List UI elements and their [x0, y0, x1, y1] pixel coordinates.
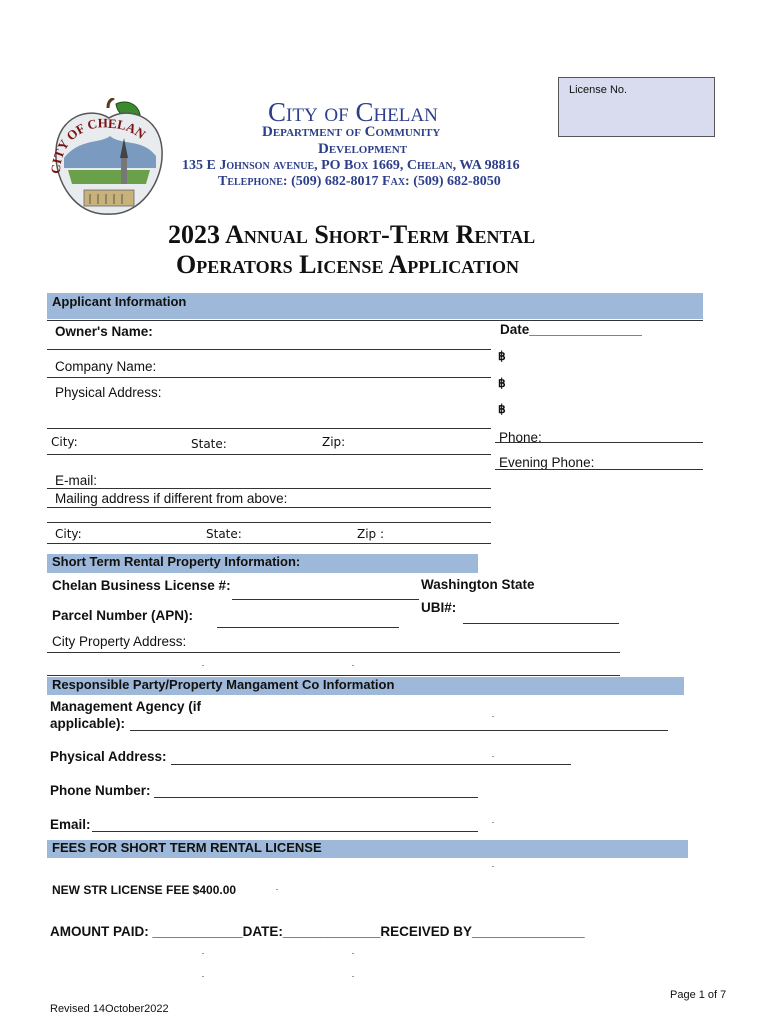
email-field[interactable]: [47, 488, 491, 489]
license-number-label: License No.: [569, 84, 628, 96]
department-line-2: Development: [318, 141, 408, 157]
ubi-label: UBI#:: [421, 600, 457, 615]
email-label: E-mail:: [55, 473, 98, 488]
title-line-2: Operators License Application: [176, 250, 519, 279]
responsible-heading: Responsible Party/Property Mangament Co Information: [52, 677, 395, 692]
parcel-number-label: Parcel Number (APN):: [52, 608, 194, 623]
resp-physical-address-label: Physical Address:: [50, 749, 167, 764]
logo-text: ITY OF CHELAN: [50, 115, 149, 166]
owner-name-label: Owner's Name:: [55, 324, 153, 339]
amount-paid-line[interactable]: AMOUNT PAID: ____________DATE:_____________RECEIVED BY_______________: [50, 924, 585, 939]
business-license-field[interactable]: [232, 599, 419, 600]
phone-number-field[interactable]: [154, 797, 478, 798]
date-label: Date_______________: [500, 322, 642, 337]
mailing-zip-label: Zip :: [357, 527, 385, 541]
city-state-zip-field[interactable]: [47, 454, 491, 455]
parcel-number-field[interactable]: [217, 627, 399, 628]
city-property-address-field[interactable]: [47, 652, 620, 653]
apple-seal-icon: [50, 98, 168, 220]
fees-section-header: [47, 840, 688, 858]
responsible-section-header: [47, 677, 684, 695]
license-number-box[interactable]: [558, 77, 715, 137]
new-fee-text: NEW STR LICENSE FEE $400.00: [52, 883, 237, 897]
physical-address-label: Physical Address:: [55, 385, 162, 400]
ubi-field[interactable]: [463, 623, 619, 624]
resp-email-field[interactable]: [92, 831, 478, 832]
owner-name-field[interactable]: [47, 349, 491, 350]
check-mark-3: ฿: [498, 402, 506, 416]
revised-date: Revised 14October2022: [50, 1003, 169, 1015]
property-heading: Short Term Rental Property Information:: [52, 554, 301, 569]
resp-physical-address-field[interactable]: [171, 764, 571, 765]
company-name-field[interactable]: [47, 377, 491, 378]
applicant-section-header: [47, 293, 703, 319]
city-logo: [50, 98, 168, 220]
page-number: Page 1 of 7: [670, 989, 727, 1001]
city-label: City:: [51, 435, 78, 449]
phone-field[interactable]: [495, 442, 703, 443]
phone-number-label: Phone Number:: [50, 783, 151, 798]
applicant-heading: Applicant Information: [52, 294, 187, 309]
title-line-1: 2023 Annual Short-Term Rental: [168, 220, 536, 249]
state-label: State:: [191, 437, 227, 451]
evening-phone-field[interactable]: [495, 469, 703, 470]
mailing-city-state-zip-field[interactable]: [47, 543, 491, 544]
business-license-label: Chelan Business License #:: [52, 578, 231, 593]
zip-label: Zip:: [322, 435, 346, 449]
department-line-1: Department of Community: [262, 124, 441, 140]
company-name-label: Company Name:: [55, 359, 157, 374]
city-address: 135 E Johnson avenue, PO Box 1669, Chelan, WA 98816: [182, 158, 520, 173]
phone-label: Phone:: [499, 430, 542, 445]
resp-email-label: Email:: [50, 817, 91, 832]
evening-phone-label: Evening Phone:: [499, 455, 595, 470]
mailing-address-label: Mailing address if different from above:: [55, 491, 288, 506]
management-agency-label-1: Management Agency (if: [50, 699, 202, 714]
city-property-address-label: City Property Address:: [52, 634, 187, 649]
mailing-address-field[interactable]: [47, 507, 491, 508]
mailing-state-label: State:: [206, 527, 242, 541]
city-name: City of Chelan: [268, 97, 438, 127]
mailing-city-label: City:: [55, 527, 82, 541]
management-agency-field[interactable]: [130, 730, 668, 731]
check-mark-1: ฿: [498, 349, 506, 363]
property-section-header: [47, 554, 478, 573]
check-mark-2: ฿: [498, 376, 506, 390]
fees-heading: FEES FOR SHORT TERM RENTAL LICENSE: [52, 840, 322, 855]
management-agency-label-2: applicable):: [50, 716, 126, 731]
city-contact: Telephone: (509) 682-8017 Fax: (509) 682-8050: [218, 174, 501, 189]
wa-state-label: Washington State: [421, 577, 535, 592]
